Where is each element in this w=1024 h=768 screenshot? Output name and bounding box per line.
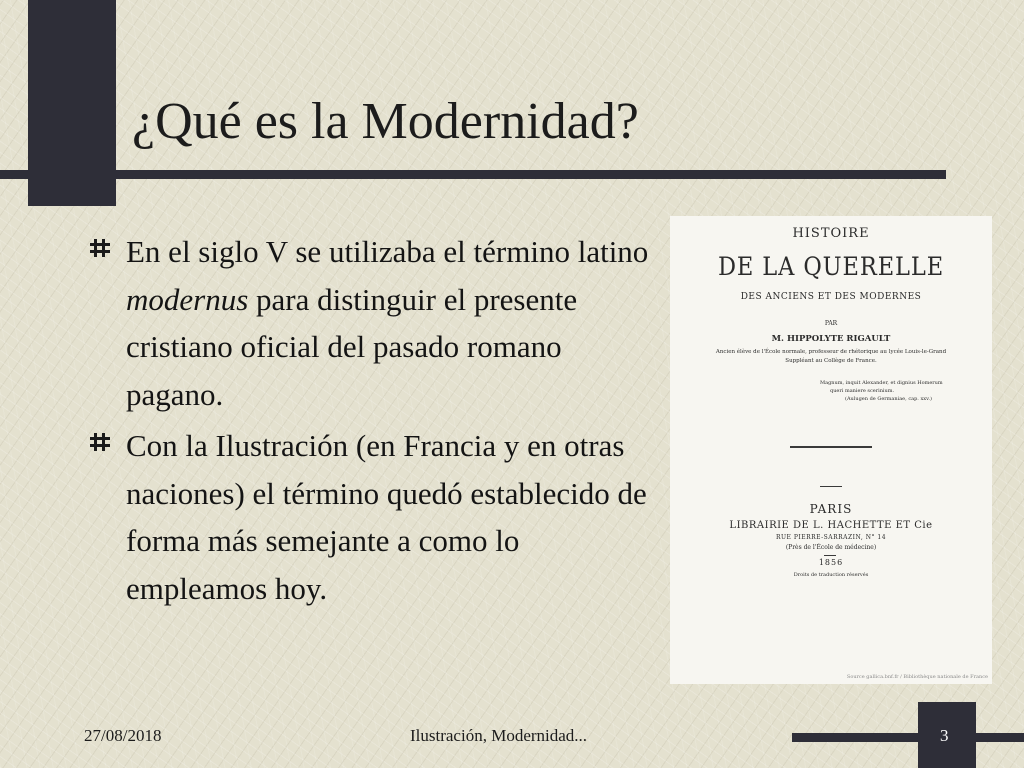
book-author: M. HIPPOLYTE RIGAULT — [771, 334, 891, 344]
bullet-text: Con la Ilustración (en Francia y en otras naciones) el término quedó establecido de forma más semejante a como lo empleamos hoy. — [126, 428, 647, 606]
book-divider-small — [820, 486, 842, 487]
footer-title: Ilustración, Modernidad... — [410, 726, 588, 745]
emphasized-term: modernus — [126, 281, 249, 317]
hash-icon — [88, 236, 112, 260]
footer-date: 27/08/2018 — [84, 726, 162, 745]
book-street: RUE PIERRE-SARRAZIN, N° 14 — [775, 534, 887, 541]
book-publisher: LIBRAIRIE DE L. HACHETTE ET Cie — [729, 520, 933, 531]
slide-number: 3 — [940, 726, 949, 745]
hash-icon — [88, 430, 112, 454]
decorative-horizontal-bar — [0, 170, 946, 179]
book-author-line1: Ancien élève de l'École normale, professeur de rhétorique au lycée Louis-le-Grand — [715, 349, 947, 355]
book-quote-line1: Magnum, inquit Alexander, et dignius Homerum — [820, 380, 943, 386]
book-histoire: HISTOIRE — [792, 226, 870, 241]
book-main-title: DE LA QUERELLE — [717, 252, 945, 281]
footer-decorative-bar — [792, 733, 1024, 742]
slide-title: ¿Qué es la Modernidad? — [132, 93, 639, 150]
image-source-credit: Source gallica.bnf.fr / Bibliothèque nationale de France — [846, 674, 988, 680]
bullet-text-part: para distinguir el presente cristiano oficial del pasado romano pagano. — [126, 281, 578, 412]
book-subtitle: DES ANCIENS ET DES MODERNES — [740, 292, 922, 302]
book-author-line2: Suppléant au Collège de France. — [785, 358, 877, 364]
book-quote-citation: (Aulugen de Germaniae, cap. xxv.) — [845, 396, 932, 402]
book-near: (Près de l'École de médecine) — [785, 544, 877, 551]
book-par: PAR — [824, 320, 838, 327]
book-year: 1856 — [818, 558, 844, 567]
bullet-item — [84, 228, 654, 418]
book-divider-tiny — [824, 555, 836, 556]
book-city: PARIS — [809, 502, 853, 516]
book-quote-line2: queri maniere scerinium. — [830, 388, 895, 394]
bullet-list — [84, 228, 654, 616]
book-rights: Droits de traduction réservés — [793, 572, 869, 578]
book-divider — [790, 446, 872, 448]
book-title-page-image — [670, 216, 992, 684]
bullet-text-part: En el siglo V se utilizaba el término latino — [126, 234, 649, 269]
bullet-item — [84, 422, 654, 612]
bullet-text — [126, 234, 648, 412]
